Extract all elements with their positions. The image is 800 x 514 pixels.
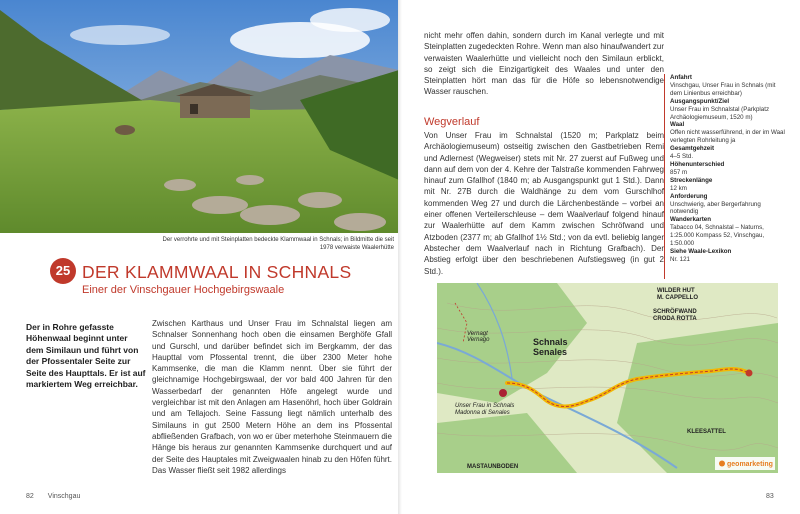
start-marker — [499, 389, 507, 397]
map-label-mastaunboden: MASTAUNBODEN — [467, 464, 519, 470]
body-paragraph-continued: nicht mehr offen dahin, sondern durch im Kanal verlegte und mit Steinplatten zugedeckten Rohre. Wenn man also hinaufwandert zur verwaisten Waalerhütte und vielleicht noch den Similaun erblickt, so zeigt sich die Einzigartigkeit des Waales und unter den Steinplatten hört man das für die Höfe so lebensnotwendige Wasser rauschen. — [424, 31, 664, 97]
page-number-left: 82 — [26, 493, 34, 500]
info-value-difficulty: Unschwierig, aber Bergerfahrung notwendig — [670, 200, 761, 216]
book-gutter — [398, 0, 402, 514]
intro-text: Der in Rohre gefasste Höhenwaal beginnt unter dem Similaun und führt von der Pfossentaler Seite zur Seite des Haupttals. Er ist auf markiertem Weg erreichbar. — [26, 322, 146, 390]
map-label-start: Unser Frau in Schnals — [455, 403, 515, 409]
route-paragraph: Von Unser Frau im Schnalstal (1520 m; Parkplatz beim Archäologiemuseum) ostseitig zwischen den Gastbetrieben Remi und Adlernest (Wegweiser) stets mit Nr. 27 zuerst auf Fußweg und dann auf dem von der 4. Kehre der Talstraße kommenden Fahrweg hinauf zum Gfallhof (1840 m; ab Ausgangspunkt gut 1 Std.). Dann mit Nr. 27B durch die Waldhänge zu dem vom Gurschlhof kommenden Weg 27 und durch die Lärchenbestände – vorbei an einer offenen Verteilerschleuse – dem Waalverlauf folgend hinauf zur Waalerhütte auf dem Kamm zwischen Schröfwand und Atzboden (2377 m; ab Gfallhof 1½ Std.; von da evtl. beliebig langer Abstecher dem Waalverlauf nach in Richtung Grafbach). Der Abstieg erfolgt über den beschriebenen Aufstiegsweg (in gut 2 Std.). — [424, 131, 664, 276]
tour-number-badge: 25 — [50, 258, 76, 284]
info-value-elevation: 857 m — [670, 168, 688, 176]
map-label-start-it: Madonna di Senales — [455, 410, 510, 416]
info-value-distance: 12 km — [670, 184, 687, 192]
map-brand: geomarketing — [727, 461, 773, 468]
section-name: Vinschgau — [47, 493, 81, 500]
info-label-distance: Streckenlänge — [670, 176, 713, 184]
sidebar-divider — [664, 74, 665, 279]
info-value-channel: Offen nicht wasserführend, in der im Waal verlegten Rohrleitung ja — [670, 129, 785, 145]
info-label-difficulty: Anforderung — [670, 192, 708, 200]
meadow-hut-image — [0, 0, 399, 233]
map-label-kleesattel: KLEESATTEL — [687, 429, 726, 435]
photo-caption: Der verrohrte und mit Steinplatten bedeckte Klammwaal in Schnals; in Bildmitte die seit 1978 verwaiste Waalerhütte — [162, 237, 394, 251]
map-label-vernagt: Vernagt — [467, 331, 488, 337]
info-label-time: Gesamtgehzeit — [670, 145, 715, 153]
info-label-channel: Waal — [670, 121, 685, 129]
route-text-block — [424, 130, 664, 277]
map-label-ridge: SCHRÖFWAND — [653, 309, 697, 315]
map-label-ridge-it: CRODA ROTTA — [653, 316, 697, 322]
landscape-photo — [0, 0, 399, 233]
info-label-start: Ausgangspunkt/Ziel — [670, 97, 730, 105]
map-label-village: Schnals — [533, 337, 568, 347]
body-paragraph: Zwischen Karthaus und Unser Frau im Schnalstal liegen am Schnalser Sonnenhang hoch oben die einsamen Berghöfe Gfall und Gurschl, und darüber befindet sich im Bergkamm, der das Haupttal vom Pfossental trennt, die über 2300 Meter hohe Kammsenke, die man die Klamm nennt. Über sie führt der gleichnamige Hochgebirgswaal, der vor bald 400 Jahren für den Wasserbedarf der genannten Höfe angelegt wurde und vergleichbar ist mit den Anlagen am Hasenöhrl, hoch über Goldrain und am Tellajoch. Seine Fassung liegt nämlich unterhalb des Similauns in gut 2500 Metern Höhe an dem ins Pfossental abfließenden Grafbach, von wo er über meterhohe Steinmauern die Hänge bis heraus zur genannten Kammsenke durchquert und auf der Seite des Hauptales mit Zweigwaalen hinab zu den Höfen führt. Das Wasser fließt seit 1982 allerdings — [152, 319, 392, 475]
map-label-vernagt-it: Vernago — [467, 337, 490, 343]
tour-subtitle: Einer der Vinschgauer Hochgebirgswaale — [82, 284, 285, 296]
footer-left — [26, 493, 80, 500]
body-text-left — [152, 318, 392, 476]
info-value-start: Unser Frau im Schnalstal (Parkplatz Archäologiemuseum, 1520 m) — [670, 105, 770, 121]
hut-marker — [746, 370, 753, 377]
body-text-right-top — [424, 30, 664, 98]
topographic-map — [437, 283, 778, 473]
info-value-maps: Tabacco 04, Schnalstal – Naturns, 1:25.000 Kompass 52, Vinschgau, 1:50.000 — [670, 224, 765, 248]
info-label-maps: Wanderkarten — [670, 216, 712, 224]
route-heading: Wegverlauf — [424, 116, 480, 128]
info-value-access: Vinschgau, Unser Frau in Schnals (mit dem Linienbus erreichbar) — [670, 81, 776, 97]
brand-logo-icon — [719, 461, 725, 467]
info-value-time: 4–5 Std. — [670, 153, 694, 161]
route-map — [437, 283, 778, 473]
info-sidebar — [670, 74, 786, 264]
map-label-hut-it: M. CAPPELLO — [657, 295, 699, 301]
map-label-village-it: Senales — [533, 347, 568, 357]
map-label-hut: WILDER HUT — [657, 288, 695, 294]
page-number-right: 83 — [766, 493, 774, 500]
info-label-lexicon: Siehe Waale-Lexikon — [670, 247, 732, 255]
tour-title: DER KLAMMWAAL IN SCHNALS — [82, 262, 352, 282]
info-label-access: Anfahrt — [670, 74, 692, 81]
info-value-lexicon: Nr. 121 — [670, 255, 690, 263]
info-label-elevation: Höhenunterschied — [670, 160, 725, 168]
